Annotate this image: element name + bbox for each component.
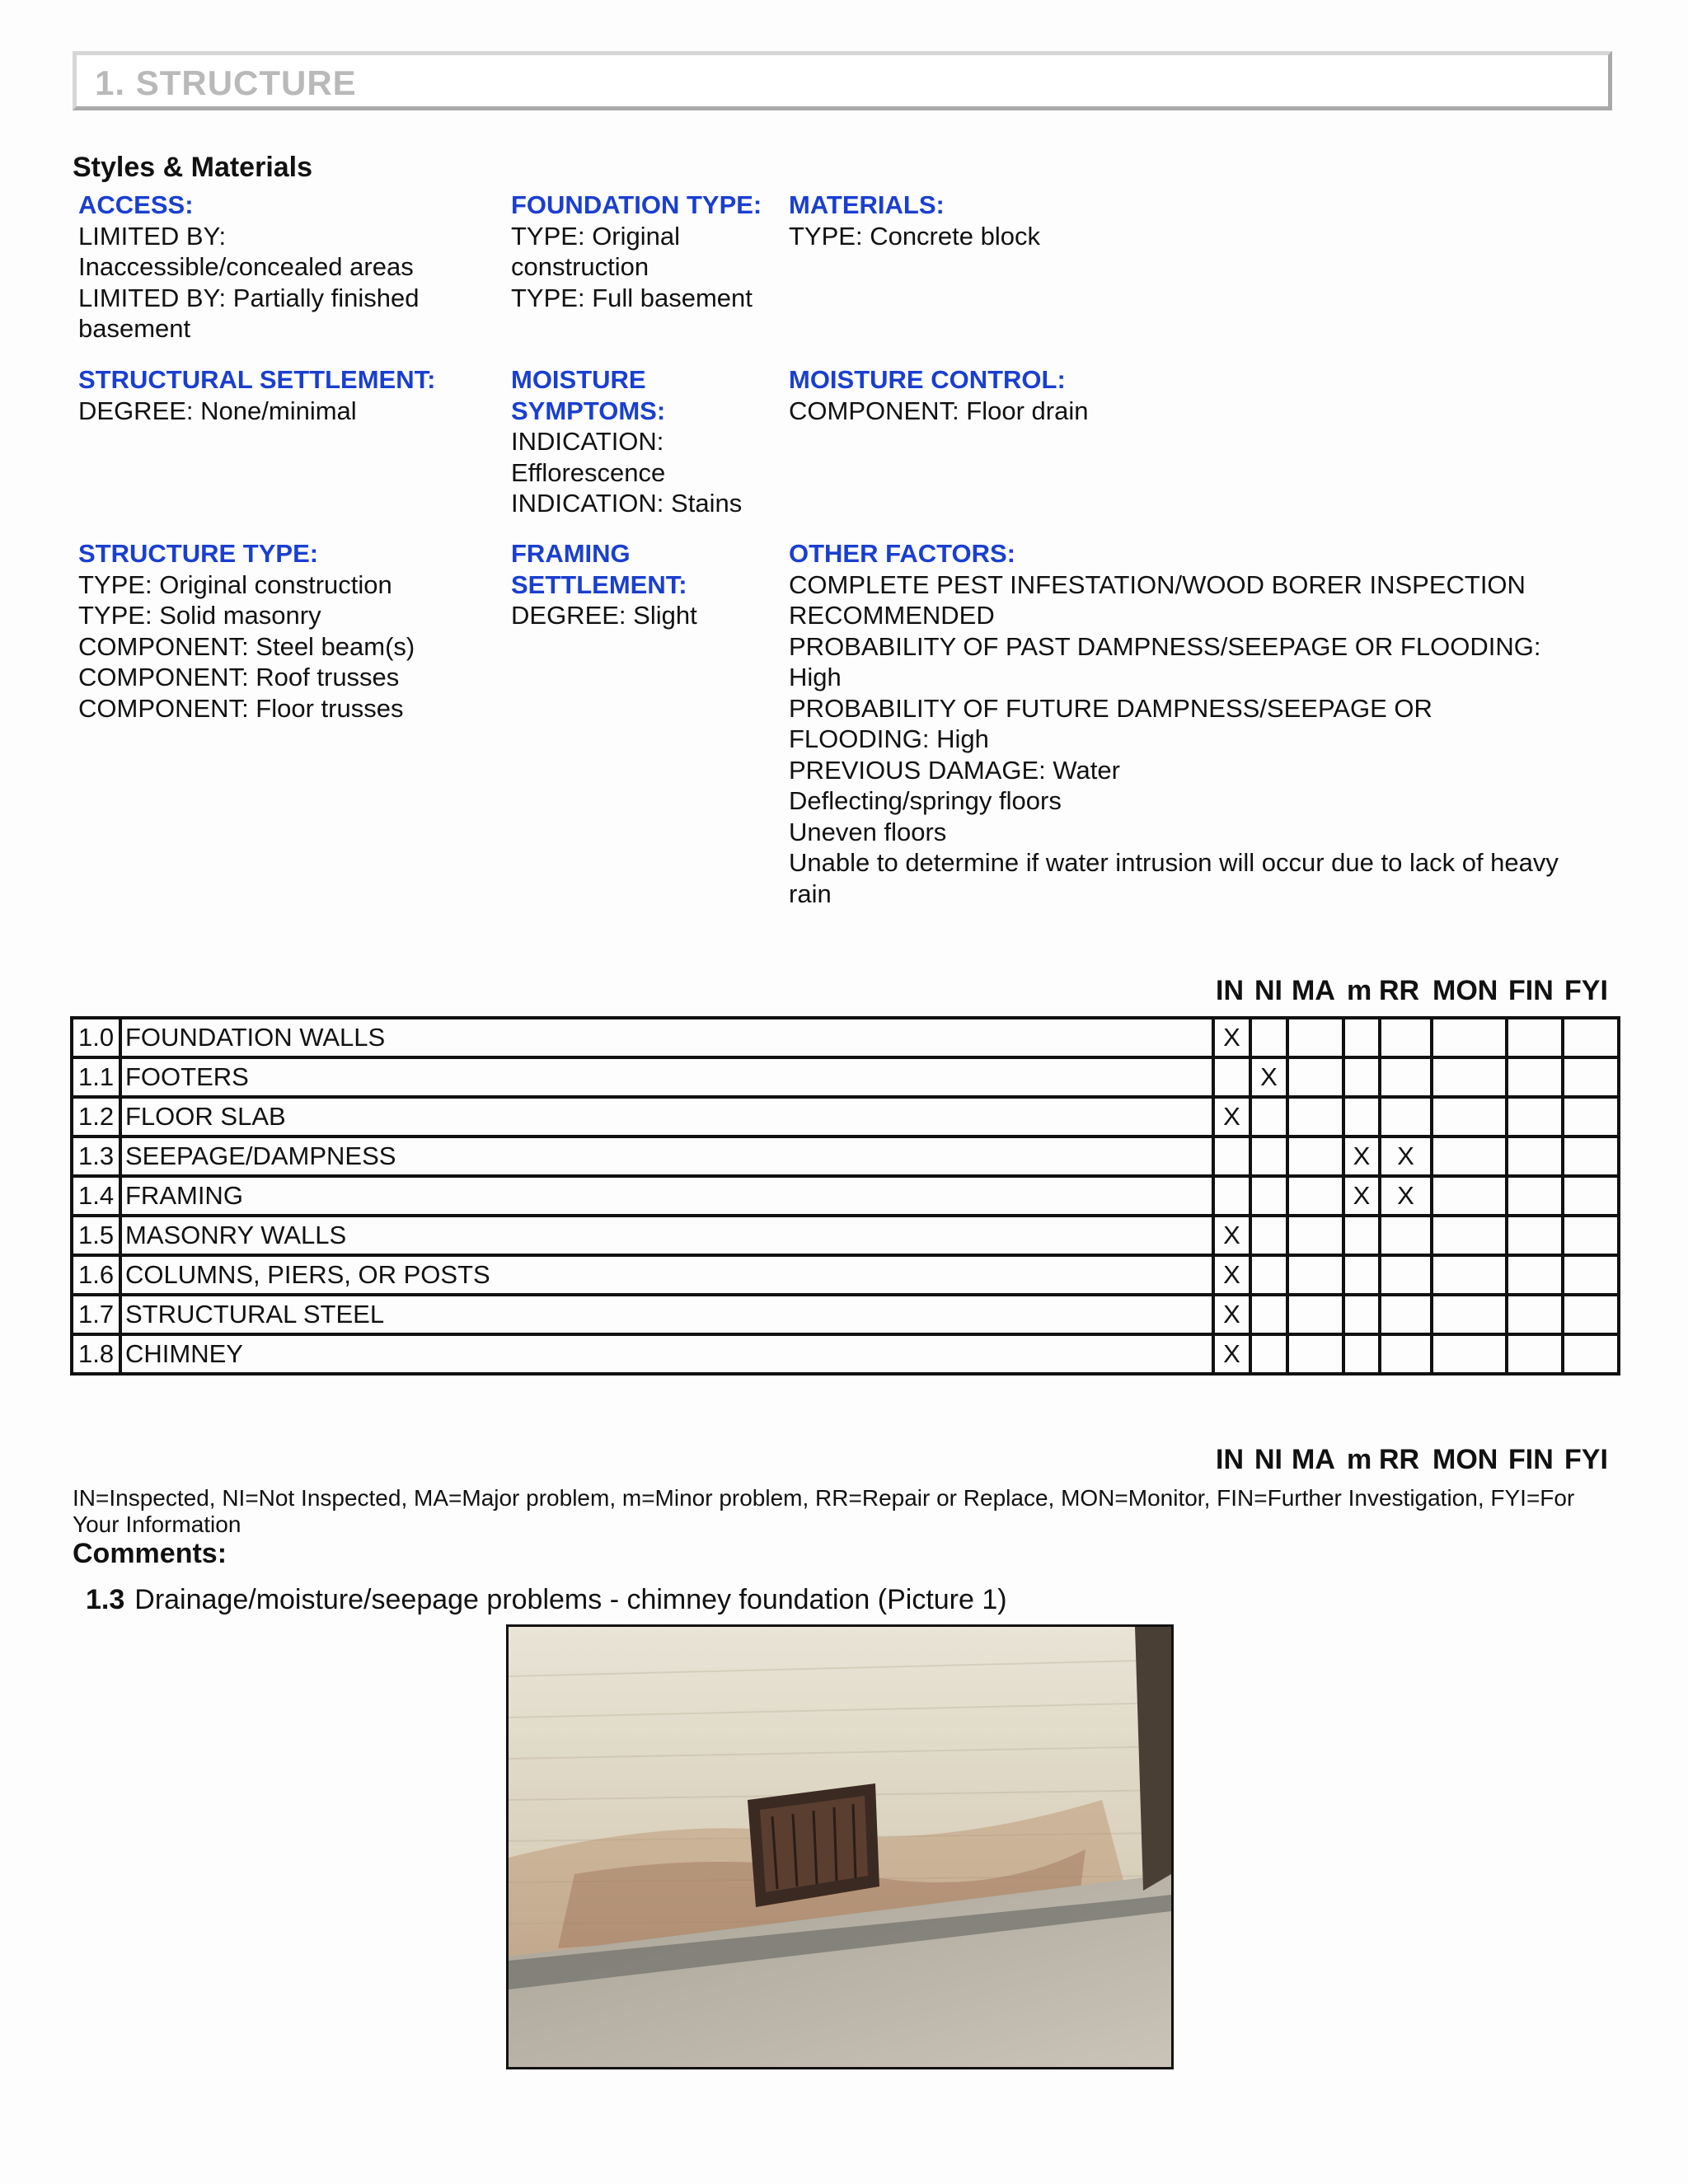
check-cell-ma xyxy=(1287,1255,1343,1295)
style-line: Uneven floors xyxy=(789,817,947,846)
check-cell-fyi xyxy=(1563,1295,1619,1334)
check-cell-fin xyxy=(1507,1176,1563,1216)
row-name: MASONRY WALLS xyxy=(120,1216,1213,1255)
style-line: RECOMMENDED xyxy=(789,601,995,630)
col-head-ma: MA xyxy=(1292,975,1335,1006)
style-line: Inaccessible/concealed areas xyxy=(78,252,414,281)
col-head-ni: NI xyxy=(1254,975,1282,1006)
style-line: DEGREE: None/minimal xyxy=(78,396,357,425)
style-line: Deflecting/springy floors xyxy=(789,786,1062,815)
style-line: TYPE: Original construction xyxy=(78,569,392,599)
structure-type-lines xyxy=(78,569,507,724)
check-cell-fyi xyxy=(1563,1255,1619,1295)
row-name: FOUNDATION WALLS xyxy=(120,1018,1213,1057)
check-cell-mon xyxy=(1432,1137,1507,1176)
row-name: STRUCTURAL STEEL xyxy=(120,1295,1213,1334)
styles-materials-title: Styles & Materials xyxy=(73,152,313,183)
table-row xyxy=(72,1334,1619,1374)
column-header-bottom xyxy=(0,1444,1688,1477)
row-number: 1.1 xyxy=(72,1057,120,1097)
check-cell-fyi xyxy=(1563,1137,1619,1176)
check-cell-in xyxy=(1213,1176,1250,1216)
row-number: 1.3 xyxy=(72,1137,120,1176)
structure-type-block xyxy=(78,538,507,724)
style-line: Unable to determine if water intrusion will occur due to lack of heavy xyxy=(789,848,1559,877)
section-title: 1. STRUCTURE xyxy=(95,63,357,102)
style-line: TYPE: Full basement xyxy=(511,283,753,312)
col-head-mon: MON xyxy=(1432,975,1498,1006)
check-cell-in: X xyxy=(1213,1216,1250,1255)
check-cell-fin xyxy=(1507,1255,1563,1295)
materials-block xyxy=(789,190,1605,251)
comment-text: Drainage/moisture/seepage problems - chimney foundation (Picture 1) xyxy=(134,1584,1007,1615)
col-head-fin: FIN xyxy=(1508,975,1554,1006)
style-line: LIMITED BY: Partially finished xyxy=(78,283,420,312)
check-cell-ni xyxy=(1250,1137,1287,1176)
col-foot-in: IN xyxy=(1216,1444,1244,1475)
moisture-control-lines xyxy=(789,396,1605,427)
check-cell-in: X xyxy=(1213,1097,1250,1137)
check-cell-ma xyxy=(1287,1018,1343,1057)
moisture-symptoms-lines xyxy=(511,426,783,519)
check-cell-ma xyxy=(1287,1057,1343,1097)
check-cell-ni xyxy=(1250,1176,1287,1216)
check-cell-ni xyxy=(1250,1097,1287,1137)
check-cell-fyi xyxy=(1563,1216,1619,1255)
style-line: LIMITED BY: xyxy=(78,221,227,251)
check-cell-mon xyxy=(1432,1255,1507,1295)
check-cell-fin xyxy=(1507,1137,1563,1176)
row-name: COLUMNS, PIERS, OR POSTS xyxy=(120,1255,1213,1295)
access-block xyxy=(78,190,490,344)
check-cell-in xyxy=(1213,1057,1250,1097)
check-cell-ni xyxy=(1250,1255,1287,1295)
check-cell-ni xyxy=(1250,1018,1287,1057)
col-foot-ma: MA xyxy=(1292,1444,1335,1475)
abbreviation-legend: IN=Inspected, NI=Not Inspected, MA=Major problem, m=Minor problem, RR=Repair or Replace, MON=Monitor, FIN=Further Investigation, FYI=For Your Information xyxy=(73,1485,1575,1537)
style-line: DEGREE: Slight xyxy=(511,601,697,630)
col-foot-ni: NI xyxy=(1254,1444,1282,1475)
check-cell-ni: X xyxy=(1250,1057,1287,1097)
structure-type-label: STRUCTURE TYPE: xyxy=(78,539,319,568)
moisture-symptoms-label-1: MOISTURE xyxy=(511,365,646,394)
check-cell-fin xyxy=(1507,1018,1563,1057)
check-cell-m xyxy=(1343,1255,1380,1295)
table-row xyxy=(72,1018,1619,1057)
other-factors-lines xyxy=(789,569,1613,910)
style-line: Efflorescence xyxy=(511,457,666,487)
check-cell-fin xyxy=(1507,1334,1563,1374)
row-name: CHIMNEY xyxy=(120,1334,1213,1374)
style-line: rain xyxy=(789,879,832,908)
check-cell-fin xyxy=(1507,1295,1563,1334)
section-header xyxy=(73,51,1612,110)
check-cell-m xyxy=(1343,1018,1380,1057)
col-head-m: m xyxy=(1347,975,1372,1006)
check-cell-in: X xyxy=(1213,1255,1250,1295)
access-label: ACCESS: xyxy=(78,190,194,219)
check-cell-mon xyxy=(1432,1216,1507,1255)
style-line: COMPONENT: Floor drain xyxy=(789,396,1089,425)
table-row xyxy=(72,1057,1619,1097)
materials-lines xyxy=(789,221,1605,252)
check-cell-ma xyxy=(1287,1334,1343,1374)
check-cell-mon xyxy=(1432,1334,1507,1374)
check-cell-fyi xyxy=(1563,1018,1619,1057)
check-cell-in: X xyxy=(1213,1334,1250,1374)
style-line: COMPONENT: Floor trusses xyxy=(78,693,404,723)
materials-label: MATERIALS: xyxy=(789,190,945,219)
framing-settlement-block xyxy=(511,538,783,631)
row-number: 1.5 xyxy=(72,1216,120,1255)
foundation-type-label: FOUNDATION TYPE: xyxy=(511,190,762,219)
row-name: FRAMING xyxy=(120,1176,1213,1216)
check-cell-in xyxy=(1213,1137,1250,1176)
style-line: construction xyxy=(511,252,649,281)
check-cell-m: X xyxy=(1343,1137,1380,1176)
check-cell-mon xyxy=(1432,1176,1507,1216)
row-number: 1.0 xyxy=(72,1018,120,1057)
row-number: 1.8 xyxy=(72,1334,120,1374)
check-cell-rr xyxy=(1380,1295,1432,1334)
check-cell-ma xyxy=(1287,1176,1343,1216)
col-head-in: IN xyxy=(1216,975,1244,1006)
check-cell-rr xyxy=(1380,1216,1432,1255)
col-foot-mon: MON xyxy=(1432,1444,1498,1475)
check-cell-m xyxy=(1343,1216,1380,1255)
structural-settlement-block xyxy=(78,364,507,426)
check-cell-ma xyxy=(1287,1137,1343,1176)
style-line: basement xyxy=(78,314,191,343)
check-cell-mon xyxy=(1432,1057,1507,1097)
style-line: TYPE: Original xyxy=(511,221,681,251)
check-cell-ma xyxy=(1287,1097,1343,1137)
check-cell-mon xyxy=(1432,1097,1507,1137)
style-line: TYPE: Concrete block xyxy=(789,221,1040,251)
style-line: PROBABILITY OF FUTURE DAMPNESS/SEEPAGE OR xyxy=(789,693,1432,723)
check-cell-mon xyxy=(1432,1018,1507,1057)
other-factors-block xyxy=(789,538,1613,909)
table-row xyxy=(72,1176,1619,1216)
structural-settlement-lines xyxy=(78,396,507,427)
style-line: INDICATION: xyxy=(511,427,664,456)
inspection-table xyxy=(70,1016,1620,1376)
check-cell-ni xyxy=(1250,1295,1287,1334)
table-row xyxy=(72,1137,1619,1176)
structural-settlement-label: STRUCTURAL SETTLEMENT: xyxy=(78,365,436,394)
check-cell-rr: X xyxy=(1380,1137,1432,1176)
other-factors-label: OTHER FACTORS: xyxy=(789,539,1015,568)
style-line: COMPONENT: Steel beam(s) xyxy=(78,631,415,661)
check-cell-mon xyxy=(1432,1295,1507,1334)
table-row xyxy=(72,1097,1619,1137)
table-row xyxy=(72,1295,1619,1334)
style-line: INDICATION: Stains xyxy=(511,489,743,518)
check-cell-fyi xyxy=(1563,1057,1619,1097)
style-line: PREVIOUS DAMAGE: Water xyxy=(789,755,1120,785)
row-name: FOOTERS xyxy=(120,1057,1213,1097)
foundation-type-block xyxy=(511,190,783,313)
check-cell-fyi xyxy=(1563,1176,1619,1216)
row-name: SEEPAGE/DAMPNESS xyxy=(120,1137,1213,1176)
check-cell-rr xyxy=(1380,1018,1432,1057)
column-header-top xyxy=(0,975,1688,1008)
moisture-symptoms-block xyxy=(511,364,783,519)
table-row xyxy=(72,1216,1619,1255)
check-cell-in: X xyxy=(1213,1018,1250,1057)
style-line: COMPLETE PEST INFESTATION/WOOD BORER INSPECTION xyxy=(789,569,1526,599)
row-number: 1.4 xyxy=(72,1176,120,1216)
foundation-type-lines xyxy=(511,221,783,314)
moisture-control-block xyxy=(789,364,1605,426)
check-cell-m xyxy=(1343,1097,1380,1137)
col-head-fyi: FYI xyxy=(1564,975,1608,1006)
access-lines xyxy=(78,221,490,344)
check-cell-rr xyxy=(1380,1097,1432,1137)
check-cell-m xyxy=(1343,1295,1380,1334)
check-cell-m xyxy=(1343,1334,1380,1374)
check-cell-rr xyxy=(1380,1057,1432,1097)
row-name: FLOOR SLAB xyxy=(120,1097,1213,1137)
check-cell-ma xyxy=(1287,1295,1343,1334)
check-cell-fin xyxy=(1507,1216,1563,1255)
check-cell-ni xyxy=(1250,1216,1287,1255)
check-cell-fyi xyxy=(1563,1334,1619,1374)
style-line: PROBABILITY OF PAST DAMPNESS/SEEPAGE OR FLOODING: xyxy=(789,631,1541,661)
col-head-rr: RR xyxy=(1379,975,1420,1006)
moisture-control-label: MOISTURE CONTROL: xyxy=(789,365,1066,394)
check-cell-fin xyxy=(1507,1057,1563,1097)
col-foot-rr: RR xyxy=(1379,1444,1420,1475)
style-line: TYPE: Solid masonry xyxy=(78,601,321,630)
col-foot-fin: FIN xyxy=(1508,1444,1554,1475)
moisture-symptoms-label-2: SYMPTOMS: xyxy=(511,396,666,425)
photo-illustration xyxy=(509,1627,1171,2067)
comment-number: 1.3 xyxy=(86,1584,125,1615)
framing-settlement-lines xyxy=(511,600,783,631)
check-cell-rr xyxy=(1380,1255,1432,1295)
check-cell-in: X xyxy=(1213,1295,1250,1334)
style-line: High xyxy=(789,663,842,691)
col-foot-m: m xyxy=(1347,1444,1372,1475)
row-number: 1.6 xyxy=(72,1255,120,1295)
check-cell-ma xyxy=(1287,1216,1343,1255)
check-cell-ni xyxy=(1250,1334,1287,1374)
framing-settlement-label-1: FRAMING xyxy=(511,539,631,568)
check-cell-fin xyxy=(1507,1097,1563,1137)
style-line: COMPONENT: Roof trusses xyxy=(78,663,400,691)
check-cell-rr xyxy=(1380,1334,1432,1374)
chimney-foundation-photo xyxy=(506,1624,1174,2069)
col-foot-fyi: FYI xyxy=(1564,1444,1608,1475)
comments-title: Comments: xyxy=(73,1538,227,1569)
check-cell-m: X xyxy=(1343,1176,1380,1216)
table-row xyxy=(72,1255,1619,1295)
comment-item xyxy=(86,1584,1007,1616)
framing-settlement-label-2: SETTLEMENT: xyxy=(511,569,687,599)
check-cell-rr: X xyxy=(1380,1176,1432,1216)
row-number: 1.2 xyxy=(72,1097,120,1137)
style-line: FLOODING: High xyxy=(789,724,989,753)
check-cell-fyi xyxy=(1563,1097,1619,1137)
row-number: 1.7 xyxy=(72,1295,120,1334)
check-cell-m xyxy=(1343,1057,1380,1097)
